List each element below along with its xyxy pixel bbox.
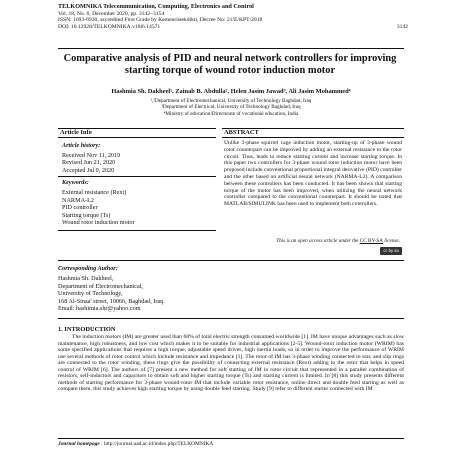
abstract-heading: ABSTRACT xyxy=(222,128,404,138)
article-info-heading: Article Info xyxy=(58,128,216,138)
author-list: Hashmia Sh. Dakheel¹, Zainab B. Abdulla², Helen Jasim Jawad³, Ali Jasim Mohammed⁴ xyxy=(111,88,351,95)
keyword: PID controller xyxy=(62,204,98,212)
footer-divider xyxy=(58,438,404,439)
abstract-text: Unlike 3-phase squirrel cage induction motor, starting-up of 3-phase wound rotor counterpart can be improved by adding an external resistance to the rotor circuit. Thus, leads to reduce starting current and increase starting torque. In this paper two controllers for 3-phase wound rotor induction motor have been proposed include conventional proportional integral derivative (PID) controller and the other based on artificial neural network (NARMA-L2). A comparison between these controllers has been conducted. It has been shown that starting torque of the motor has been improved, when utilizing the neural network controller compared to the conventional counterpart. It should be noted that MATLAB/SIMULINK has been used to implement both controllers. xyxy=(224,140,402,208)
cc-badge-text: cc by sa xyxy=(383,248,399,253)
affiliation-1: ¹,²Department of Electromechanical, University of Technology Baghdad, Iraq xyxy=(150,98,312,104)
article-history xyxy=(58,138,216,177)
license-suffix: license. xyxy=(384,238,400,244)
keyword: Wound rotor induction motor xyxy=(62,219,135,227)
affiliations xyxy=(58,98,404,117)
history-revised: Revised Jun 21, 2020 xyxy=(62,159,116,167)
keywords-box xyxy=(58,177,216,231)
history-label: Article history: xyxy=(62,142,101,149)
page-footer xyxy=(58,441,404,447)
keyword: NARMA-L2 xyxy=(62,196,94,204)
corresponding-line: 168 Al-Sinaa' street, 10066, Baghdad, Iraq. xyxy=(58,297,165,305)
corresponding-line: University of Technology, xyxy=(58,290,123,298)
keyword: Starting torque (Ts) xyxy=(62,211,111,219)
info-divider xyxy=(58,260,404,261)
corresponding-line: Department of Electromechanical, xyxy=(58,282,144,290)
journal-name: TELKOMNIKA Telecommunication, Computing, Electronics and Control xyxy=(58,3,254,10)
article-info-column xyxy=(58,128,216,231)
journal-issn: ISSN: 1693-6930, accredited First Grade by Kemenristekdikti, Decree No: 21/E/KPT/2018 xyxy=(58,17,263,24)
page-number: 3142 xyxy=(396,23,408,30)
abstract-column xyxy=(222,128,404,208)
doi-row xyxy=(58,24,408,31)
affiliation-2: ³Department of Electrical, University of Technology Baghdad, Iraq xyxy=(161,104,301,111)
license-text: This is an open access article under the xyxy=(276,238,359,244)
corresponding-line: Hashmia Sh. Dakheel, xyxy=(58,275,114,283)
header-divider xyxy=(58,48,404,49)
history-accepted: Accepted Jul 9, 2020 xyxy=(62,166,115,174)
corresponding-label: Corresponding Author: xyxy=(58,265,118,272)
corresponding-divider xyxy=(58,318,404,319)
keywords-label: Keywords: xyxy=(62,179,89,187)
journal-volume: Vol. 18, No. 6, December 2020, pp. 3142~3154 xyxy=(58,10,165,17)
introduction-text: The induction motors (IM) are greater used than 60% of total electric strength consumed worldwide [1]. IM have unique advantages such as slow maintenance, high robustness, and low cost which makes it to be suitable for industrial applications [2-5]. Wound-rotor induction motor (WRIM) has some specified applications that requires a high torque, adjustable speed drives, high inertia loads, so in order to improve the performance of WRIM use several methods of rotor control which include resistance and impedance [1]. The rotor of IM has 3-phase winding connected in star, and slip rings are connected to the rotor winding, these rings give the possibility of connecting external resistance (Rext) adding to the rotor that helps in speed control of WRIM [6]. The authors of [7] present a new method for soft starting of IM in rotor circuit that represented in a parallel combination of resistors, self-inductors and capacitors to obtain soft and higher starting torque (Ts) and starting current is limited. In [8] this study presents different methods of starting performance for 3-phase wound-rotor IM that include variable rotor resistance, online direct and double feed starting as well as compare them, this study achieves high starting torque by using double feed starting. Study [9] refer to different starter connected with IM xyxy=(58,334,404,392)
corresponding-email: Email: hashimia.shr@yahoo.com xyxy=(58,305,141,313)
history-received: Received Nov 11, 2019 xyxy=(62,151,121,159)
journal-doi: DOI: 10.12928/TELKOMNIKA.v18i6.14571 xyxy=(58,23,161,30)
journal-header xyxy=(58,4,408,30)
introduction-heading: 1. INTRODUCTION xyxy=(58,326,116,333)
cc-license-icon[interactable] xyxy=(380,247,402,255)
license-line xyxy=(222,238,400,244)
keyword: External resistance (Rext) xyxy=(62,188,127,196)
corresponding-author xyxy=(58,265,258,312)
license-link[interactable]: CC BY-SA xyxy=(359,238,383,244)
footer-url[interactable]: : http://journal.uad.ac.id/index.php/TELKOMNIKA xyxy=(101,441,214,447)
footer-label: Journal homepage xyxy=(58,441,100,447)
paper-title: Comparative analysis of PID and neural network controllers for improving starting torque of wound rotor induction motor xyxy=(63,53,397,76)
affiliation-3: ⁴Ministry of education/Directorate of vocational education, India xyxy=(163,110,299,117)
